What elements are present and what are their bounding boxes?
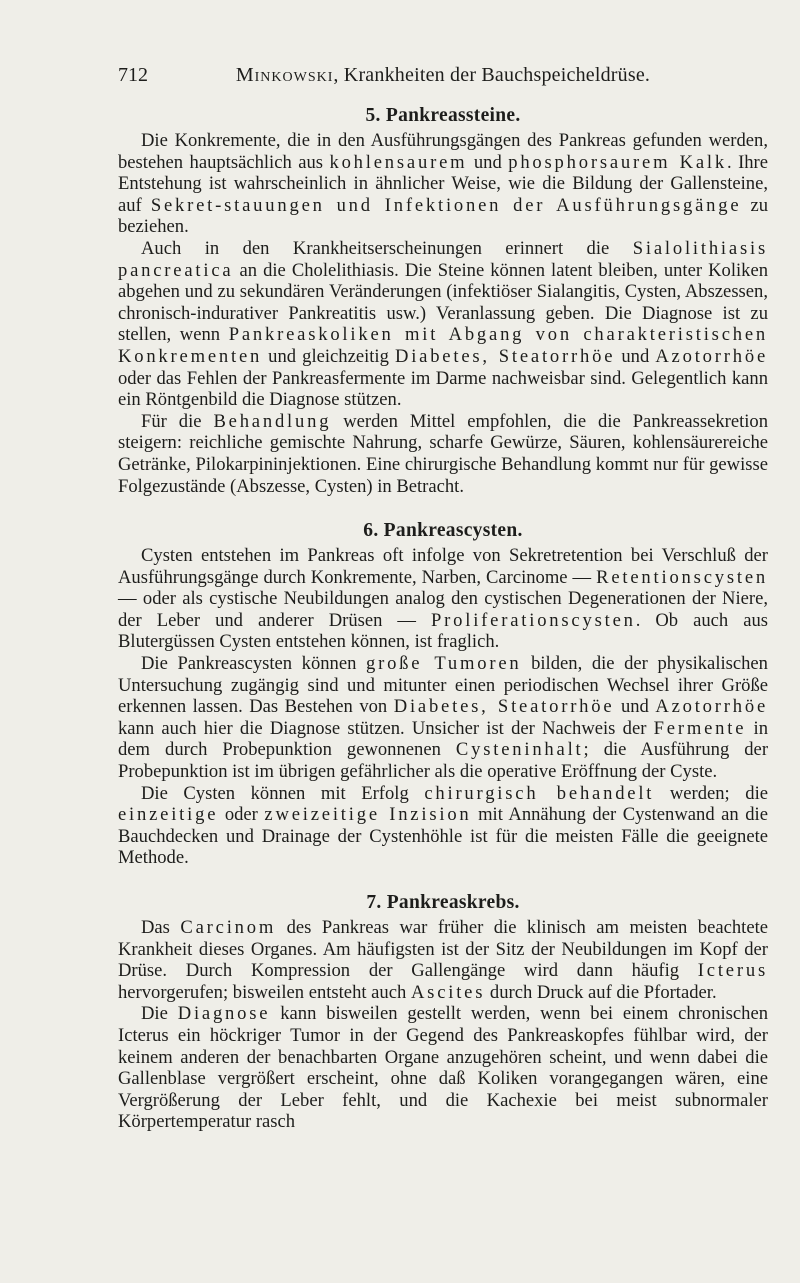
text-run: und [467,151,509,173]
text-run: Auch in den Krankheitserscheinungen erinnert die [141,237,633,259]
text-run: und [615,345,656,367]
text-run: hervorgerufen; bisweilen entsteht auch [118,981,411,1003]
spaced-emphasis: Azotorrhöe [655,696,769,718]
text-run: werden Mittel empfohlen, die die Pankreassekretion steigern: reichliche gemischte Nahrung, scharfe Gewürze, Säuren, kohlensäurereiche Getränke, Pilokarpininjektionen. Eine chirurgische Behandlung kommt nur für gewisse Folgezustände (Abszesse, Cysten) in Betracht. [118,410,768,497]
spaced-emphasis: Pankreaskoliken mit Abgang von charakteristischen Konkrementen [118,324,769,367]
spaced-emphasis: zweizeitige Inzision [264,804,472,826]
text-run: Das [141,917,181,938]
spaced-emphasis: kohlensaurem [329,151,468,173]
running-head [118,64,768,94]
section-heading: 7. Pankreaskrebs. [366,892,520,913]
text-run: Die Konkremente, die in den Ausführungsgängen des Pankreas gefunden werden, bestehen hauptsächlich aus [118,130,768,173]
paragraph [118,238,768,411]
running-title-text: , Krankheiten der Bauchspeicheldrüse. [333,64,651,86]
text-run: Die Cysten können mit Erfolg [141,782,425,804]
text-run: oder [218,804,265,826]
running-title [118,64,768,87]
spaced-emphasis: Diagnose [177,1003,271,1025]
text-run: werden; die [654,782,768,804]
page-number: 712 [118,64,148,86]
paragraph [118,411,768,497]
text-run: — oder als cystische Neubildungen analog den cystischen Degenerationen der Niere, der Leber und anderer Drüsen — [118,588,768,631]
text-run: Cysten entstehen im Pankreas oft infolge von Sekretretention bei Verschluß der Ausführungsgänge durch Konkremente, Narben, Carcinome — [118,545,768,588]
text-run: ; die Ausführung der Probepunktion ist im übrigen gefährlicher als die operative Eröffnung der Cyste. [118,739,769,783]
spaced-emphasis: Retentionscysten [596,566,768,588]
text-run: mit Annähung der Cystenwand an die Bauchdecken und Drainage der Cystenhöhle ist für die meisten Fälle die geeignete Methode. [118,804,768,869]
text-run: in dem durch Probepunktion gewonnenen [118,717,768,761]
spaced-emphasis: Sialolithiasis pancreatica [118,237,768,281]
spaced-emphasis: phosphorsaurem Kalk [508,151,727,173]
spaced-emphasis: Cysteninhalt [455,739,584,761]
paragraph [118,1003,768,1133]
text-run: kann bisweilen gestellt werden, wenn bei einem chronischen Icterus ein höckriger Tumor in der Gegend des Pankreaskopfes fühlbar wird, der keinem anderen der benachbarten Organe anzugehören scheint, und wenn dabei die Gallenblase vergrößert erscheint, ohne daß Koliken vorangegangen wären, eine Vergrößerung der Leber fehlt, und die Kachexie bei meist subnormaler Körpertemperatur rasch [118,1003,769,1133]
text-run: des Pankreas war früher die klinisch am meisten beachtete Krankheit dieses Organes. Am häufigsten ist der Sitz der Neubildungen im Kopf der Drüse. Durch Kompression der Gallengänge wird dann häufig [118,917,768,982]
spaced-emphasis: große Tumoren [366,653,522,675]
spaced-emphasis: Fermente [653,717,747,739]
paragraph [118,545,768,653]
spaced-emphasis: Behandlung [213,410,332,432]
page-body [118,104,768,1133]
spaced-emphasis: Sekret-stauungen und Infektionen der Ausführungsgänge [150,194,742,216]
text-run: . Ob auch aus Blutergüssen Cysten entstehen können, ist fraglich. [118,609,768,653]
text-run: . Ihre Entstehung ist wahrscheinlich in ähnlicher Weise, wie die Bildung der Gallensteine, auf [118,151,769,216]
text-run: Die [141,1003,178,1025]
text-run: Für die [141,410,214,432]
paragraph [118,130,768,238]
text-run: und [614,696,656,718]
paragraph [118,917,768,1003]
section-heading: 5. Pankreassteine. [365,105,521,126]
spaced-emphasis: Proliferationscysten [431,609,636,631]
text-run: bilden, die der physikalischen Untersuchung zugängig sind und mitunter einen periodischen Wechsel ihrer Größe erkennen lassen. Das Bestehen von [118,653,768,718]
spaced-emphasis: Carcinom [180,917,277,938]
running-title-author: Minkowski [235,64,334,86]
spaced-emphasis: einzeitige [118,804,219,826]
spaced-emphasis: Diabetes, Steatorrhöe [394,345,616,367]
spaced-emphasis: Icterus [697,960,768,982]
text-run: Die Pankreascysten können [141,653,366,675]
text-run: oder das Fehlen der Pankreasfermente im Darme nachweisbar sind. Gelegentlich kann ein Röntgenbild die Diagnose stützen. [118,367,768,411]
spaced-emphasis: Ascites [410,981,486,1003]
paragraph [118,783,768,869]
spaced-emphasis: chirurgisch behandelt [424,782,655,804]
text-run: durch Druck auf die Pfortader. [485,981,717,1003]
text-run: und gleichzeitig [262,345,395,367]
paragraph [118,653,768,783]
spaced-emphasis: Azotorrhöe [655,345,768,367]
text-run: zu beziehen. [118,194,769,238]
spaced-emphasis: Diabetes, Steatorrhöe [393,696,615,718]
text-run: an die Cholelithiasis. Die Steine können latent bleiben, unter Koliken abgehen und zu sekundären Veränderungen (infektiöser Sialangitis, Cysten, Abszessen, chronisch-indurativer Pankreatitis usw.) Veranlassung geben. Die Diagnose ist zu stellen, wenn [118,259,768,346]
section-heading: 6. Pankreascysten. [363,520,523,542]
text-run: kann auch hier die Diagnose stützen. Unsicher ist der Nachweis der [118,717,654,739]
